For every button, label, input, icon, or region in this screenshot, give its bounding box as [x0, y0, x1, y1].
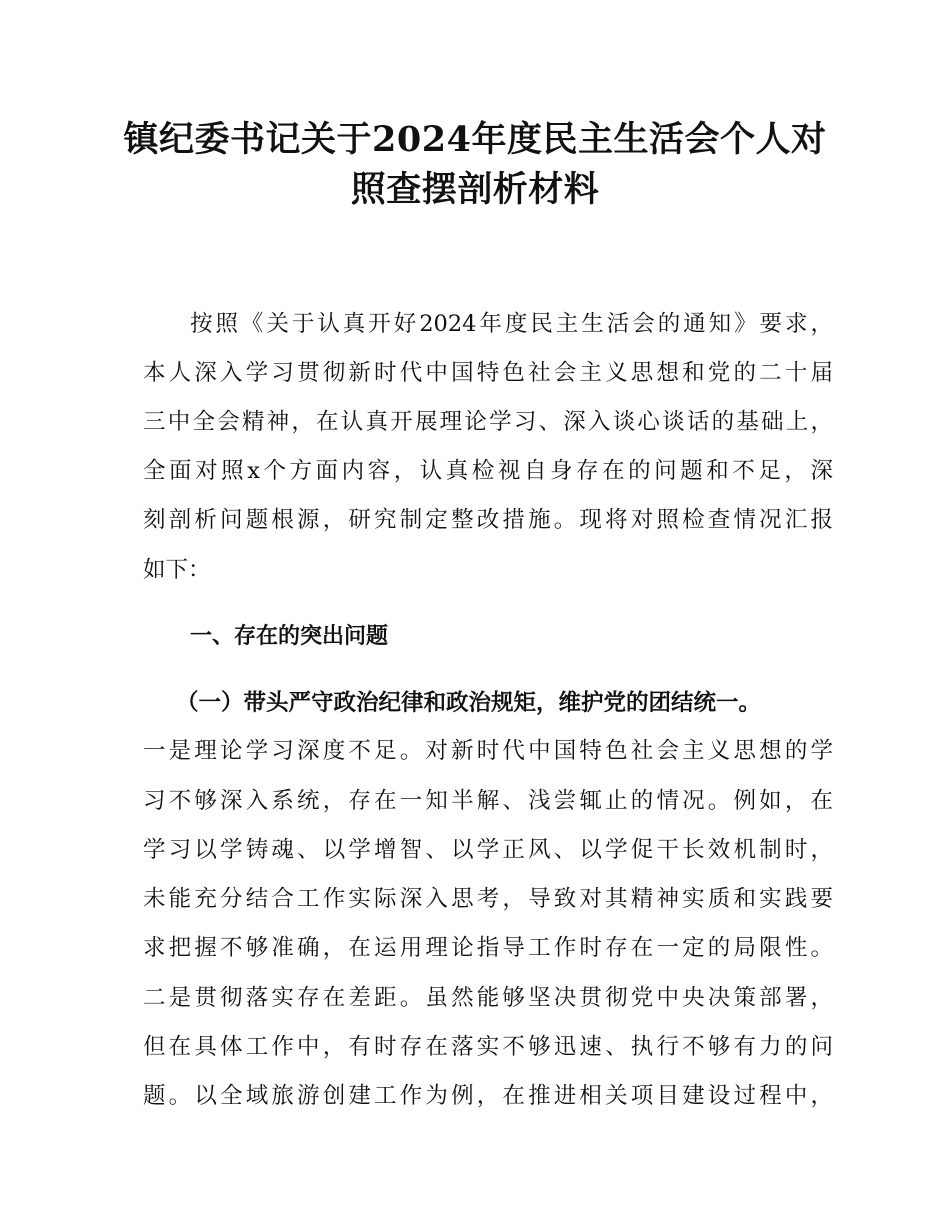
- document-title-line-2: 照查摆剖析材料: [350, 169, 600, 210]
- section-heading: 一、存在的突出问题: [190, 624, 389, 649]
- intro-line-5: 刻剖析问题根源，研究制定整改措施。现将对照检查情况汇报: [143, 507, 833, 533]
- body-line-2: 习不够深入系统，存在一知半解、浅尝辄止的情况。例如，在: [143, 788, 833, 814]
- intro-line-1: 按照《关于认真开好2024年度民主生活会的通知》要求，: [190, 311, 833, 337]
- subsection-heading: （一）带头严守政治纪律和政治规矩，维护党的团结统一。: [176, 690, 762, 716]
- intro-line-6: 如下：: [143, 557, 211, 583]
- body-line-6: 二是贯彻落实存在差距。虽然能够坚决贯彻党中央决策部署，: [143, 985, 833, 1011]
- intro-line-4: 全面对照x个方面内容，认真检视自身存在的问题和不足，深: [143, 458, 833, 484]
- body-line-5: 求把握不够准确，在运用理论指导工作时存在一定的局限性。: [143, 935, 833, 961]
- body-line-1: 一是理论学习深度不足。对新时代中国特色社会主义思想的学: [143, 738, 833, 764]
- document-title-line-1: 镇纪委书记关于2024年度民主生活会个人对: [123, 119, 827, 160]
- body-line-4: 未能充分结合工作实际深入思考，导致对其精神实质和实践要: [143, 886, 833, 912]
- body-line-3: 学习以学铸魂、以学增智、以学正风、以学促干长效机制时，: [143, 837, 833, 863]
- intro-line-2: 本人深入学习贯彻新时代中国特色社会主义思想和党的二十届: [143, 360, 833, 386]
- body-line-8: 题。以全域旅游创建工作为例，在推进相关项目建设过程中，: [143, 1083, 833, 1109]
- intro-line-3: 三中全会精神，在认真开展理论学习、深入谈心谈话的基础上，: [143, 409, 833, 435]
- body-line-7: 但在具体工作中，有时存在落实不够迅速、执行不够有力的问: [143, 1034, 833, 1060]
